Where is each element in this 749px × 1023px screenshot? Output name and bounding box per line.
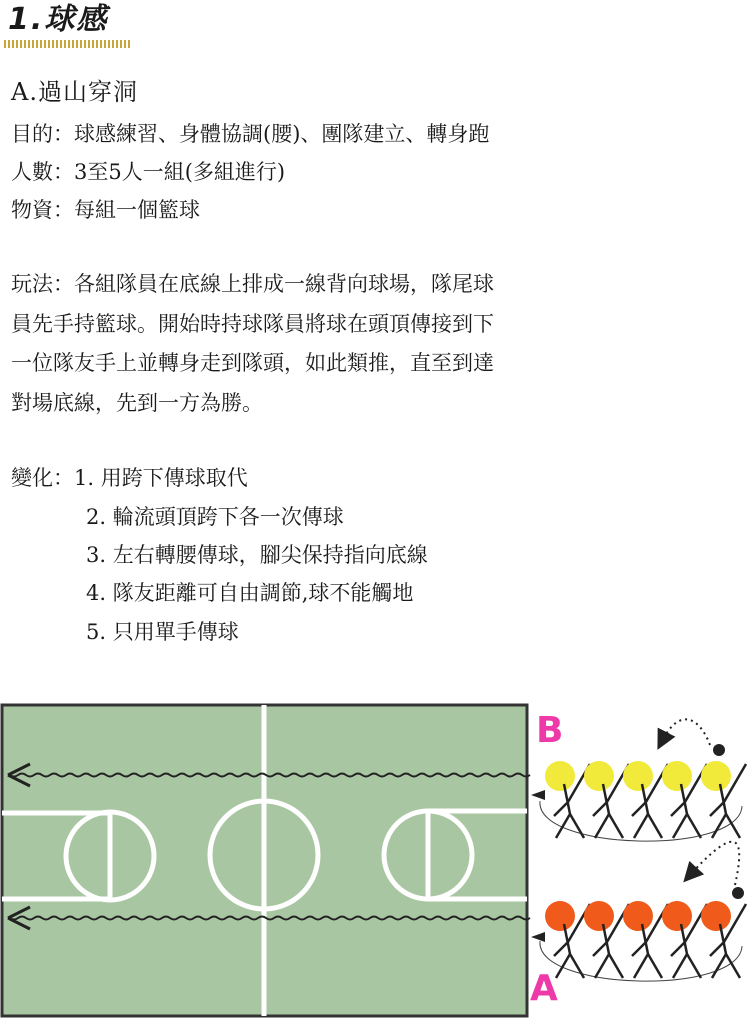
rules-line: 員先手持籃球。開始時持球隊員將球在頭頂傳接到下 — [11, 312, 494, 336]
ball-icon — [584, 901, 614, 931]
player-figure — [584, 761, 629, 838]
team-b-line — [540, 761, 746, 841]
variation-item: 2. 輪流頭頂跨下各一次傳球 — [86, 505, 344, 529]
rules-line: 對場底線，先到一方為勝。 — [11, 391, 263, 415]
ball-return-arrow — [690, 842, 739, 885]
loop-arrow-icon — [531, 932, 545, 942]
ball-icon — [701, 901, 731, 931]
team-a-line — [540, 901, 746, 981]
drill-diagram — [0, 700, 749, 1023]
ball-marker-icon — [713, 744, 725, 756]
activity-name: A.過山穿洞 — [11, 78, 138, 106]
player-figure — [701, 761, 746, 838]
ball-marker-icon — [732, 887, 744, 899]
player-figure — [623, 761, 668, 838]
variation-item: 5. 只用單手傳球 — [86, 620, 239, 644]
player-figure — [662, 761, 707, 838]
ball-icon — [623, 901, 653, 931]
player-figure — [584, 901, 629, 978]
page-title: 1.球感 — [8, 2, 109, 37]
player-figure — [662, 901, 707, 978]
ball-icon — [662, 761, 692, 791]
variation-item: 1. 用跨下傳球取代 — [74, 466, 248, 490]
loop-arrow-icon — [531, 790, 545, 800]
player-figure — [545, 901, 590, 978]
player-figure — [623, 901, 668, 978]
players-line: 人數：3至5人一組(多組進行) — [11, 160, 286, 184]
ball-return-arrow — [662, 719, 710, 745]
ball-icon — [584, 761, 614, 791]
variations-label: 變化： — [11, 466, 74, 490]
rules-line: 一位隊友手上並轉身走到隊頭，如此類推，直至到達 — [11, 351, 494, 375]
player-figure — [701, 901, 746, 978]
team-a-label: A — [530, 968, 558, 1009]
player-figure — [545, 761, 590, 838]
materials-line: 物資：每組一個籃球 — [11, 198, 200, 222]
variation-item: 4. 隊友距離可自由調節,球不能觸地 — [86, 581, 414, 605]
ball-icon — [701, 761, 731, 791]
title-underline — [4, 40, 132, 48]
ball-icon — [623, 761, 653, 791]
purpose-line: 目的：球感練習、身體協調(腰)、團隊建立、轉身跑 — [11, 122, 490, 146]
ball-icon — [545, 761, 575, 791]
team-b-label: B — [536, 710, 564, 751]
rules-line: 玩法：各組隊員在底線上排成一線背向球場，隊尾球 — [11, 272, 494, 296]
variation-item: 3. 左右轉腰傳球，腳尖保持指向底線 — [86, 543, 428, 567]
ball-icon — [662, 901, 692, 931]
ball-icon — [545, 901, 575, 931]
